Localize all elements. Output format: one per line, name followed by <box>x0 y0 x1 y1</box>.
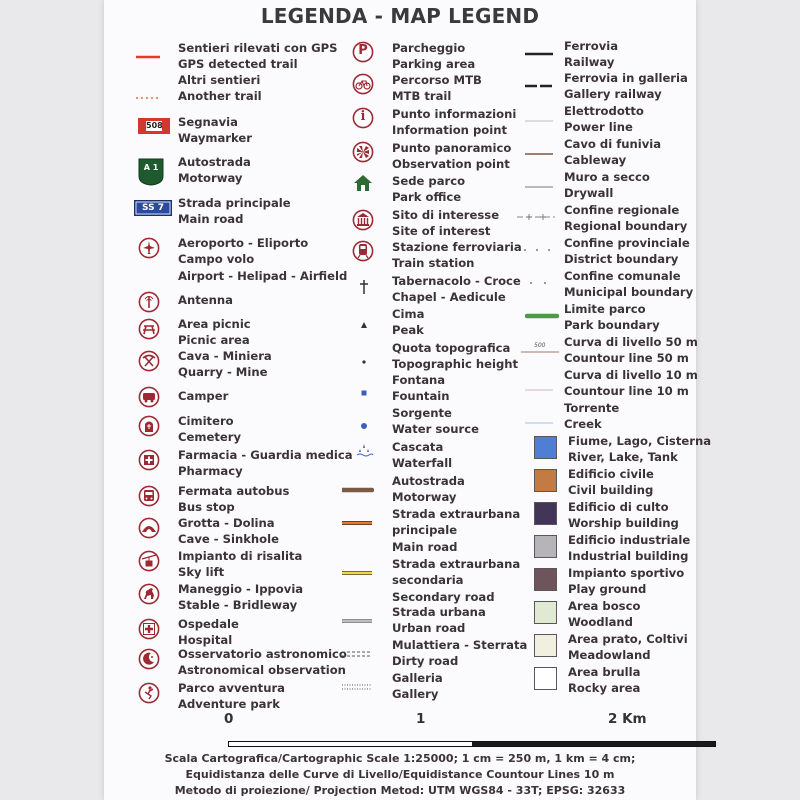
bus-icon <box>138 485 160 507</box>
col2-waterfall-label-1: Cascata <box>392 440 444 454</box>
park-boundary-line-icon <box>525 305 559 313</box>
col2-parking-label-1: Parcheggio <box>392 41 466 55</box>
scale-label-0: 0 <box>224 711 234 727</box>
col1-skilift-label-1: Impianto di risalita <box>178 549 303 563</box>
col2-train-label-2: Train station <box>392 256 475 271</box>
col3-power-label-2: Power line <box>564 120 633 135</box>
col2-height-label-1: Quota topografica <box>392 341 511 355</box>
swatches-worship-label-1: Edificio di culto <box>568 500 669 514</box>
dirt-road-line-icon <box>342 643 374 651</box>
col2-secondaria-label-2: secondaria <box>392 573 464 588</box>
tombstone-icon <box>138 415 160 437</box>
col3-power-label-1: Elettrodotto <box>564 104 644 118</box>
legend-title: LEGENDA - MAP LEGEND <box>260 4 540 28</box>
col1-adventure-label-2: Adventure park <box>178 697 280 712</box>
col3-drywall-label-1: Muro a secco <box>564 170 650 184</box>
col2-interest-label-1: Sito di interesse <box>392 208 500 222</box>
swatches-rocky-label-1: Area brulla <box>568 665 641 679</box>
airplane-icon <box>138 237 160 259</box>
col2-parkoffice-label-1: Sede parco <box>392 174 466 188</box>
col2-fountain-label-2: Fountain <box>392 389 450 404</box>
col1-waymarker-label-1: Segnavia <box>178 115 238 129</box>
col2-info-label-2: Information point <box>392 123 508 138</box>
urban-road-line-icon <box>342 610 374 618</box>
swatches-water-label-1: Fiume, Lago, Cisterna <box>568 434 712 448</box>
col3-gallery-rail-label-2: Gallery railway <box>564 87 662 102</box>
swatches-meadow-label-1: Area prato, Coltivi <box>568 632 688 646</box>
swatches-civil-label-2: Civil building <box>568 483 654 498</box>
horse-icon <box>138 583 160 605</box>
col1-observatory-label-2: Astronomical observation <box>178 663 346 678</box>
gallery-railway-line-icon <box>525 74 555 80</box>
col3-park-label-1: Limite parco <box>564 302 646 316</box>
col2-spring-label-1: Sorgente <box>392 406 452 420</box>
col1-mainroad-label-1: Strada principale <box>178 196 291 210</box>
col1-pharmacy-label-2: Pharmacy <box>178 464 243 479</box>
info-glyph: i <box>360 109 366 124</box>
col1-cave-label-1: Grotta - Dolina <box>178 516 275 530</box>
fountain-icon <box>360 382 368 390</box>
col3-contour10-label-2: Countour line 10 m <box>564 384 689 399</box>
contour-50-tag: 500 <box>534 342 546 349</box>
col1-stable-label-1: Maneggio - Ippovia <box>178 582 304 596</box>
col3-drywall-label-2: Drywall <box>564 186 614 201</box>
parking-icon <box>352 41 374 63</box>
camper-icon <box>138 386 160 408</box>
swatches-sport-label-2: Play ground <box>568 582 647 597</box>
col3-provincial-label-2: District boundary <box>564 252 679 267</box>
col2-gallery-label-2: Gallery <box>392 687 439 702</box>
main-road-sign-icon <box>134 200 172 216</box>
ski-lift-icon <box>138 550 160 572</box>
col2-fountain-label-1: Fontana <box>392 373 446 387</box>
col2-dirt-label-2: Dirty road <box>392 654 459 669</box>
col1-stable-label-2: Stable - Bridleway <box>178 598 298 613</box>
col1-other-label-2: Another trail <box>178 89 262 104</box>
other-trail-line-icon <box>136 86 162 92</box>
waterfall-icon <box>354 441 374 461</box>
col3-park-label-2: Park boundary <box>564 318 660 333</box>
col2-mtb-label-2: MTB trail <box>392 89 452 104</box>
col1-camper-label-1: Camper <box>178 389 229 403</box>
scale-label-1: 1 <box>416 711 426 727</box>
col2-secondaria-label-3: Secondary road <box>392 589 495 604</box>
col1-antenna-label-1: Antenna <box>178 293 233 307</box>
col1-pharmacy-label-1: Farmacia - Guardia medica <box>178 448 353 462</box>
col1-bus-label-2: Bus stop <box>178 500 235 515</box>
col3-creek-label-2: Creek <box>564 417 602 432</box>
col3-contour10-label-1: Curva di livello 10 m <box>564 368 698 382</box>
col2-urban-label-2: Urban road <box>392 621 466 636</box>
motorway-shield-icon <box>136 156 166 186</box>
col1-airport-label-1: Aeroporto - Eliporto <box>178 236 309 250</box>
col1-bus-label-1: Fermata autobus <box>178 484 290 498</box>
swatch-meadow <box>534 634 557 657</box>
col2-peak-label-2: Peak <box>392 323 424 338</box>
contour-10-line-icon <box>525 377 555 381</box>
cross-icon <box>358 279 370 295</box>
secondary-road-line-icon <box>342 562 374 570</box>
waymarker-badge-text: 508 <box>146 121 163 130</box>
col2-parkoffice-label-2: Park office <box>392 190 462 205</box>
col2-interest-label-2: Site of interest <box>392 224 491 239</box>
col1-quarry-label-1: Cava - Miniera <box>178 349 272 363</box>
col2-dirt-label-1: Mulattiera - Sterrata <box>392 638 528 652</box>
col1-waymarker-label-2: Waymarker <box>178 131 253 146</box>
info-icon <box>352 107 374 129</box>
col1-gps-label-1: Sentieri rilevati con GPS <box>178 41 338 55</box>
col3-cable-label-2: Cableway <box>564 153 627 168</box>
swatch-industrial <box>534 535 557 558</box>
parking-glyph: P <box>358 43 368 58</box>
col3-contour50a-label-1: Curva di livello 50 m <box>564 335 698 349</box>
col3-regional-label-2: Regional boundary <box>564 219 688 234</box>
swatch-wood <box>534 601 557 624</box>
pharmacy-cross-icon <box>138 449 160 471</box>
col3-regional-label-1: Confine regionale <box>564 203 680 217</box>
swatches-civil-label-1: Edificio civile <box>568 467 654 481</box>
col1-hospital-label-1: Ospedale <box>178 617 239 631</box>
spring-icon <box>360 415 368 423</box>
col2-principale-label-1: Strada extraurbana <box>392 507 521 521</box>
cableway-line-icon <box>525 141 555 145</box>
footer-equidistance: Equidistanza delle Curve di Livello/Equidistance Countour Lines 10 m <box>185 768 615 781</box>
swatch-sport <box>534 568 557 591</box>
col3-railway-label-1: Ferrovia <box>564 39 619 53</box>
train-icon <box>352 240 374 262</box>
scale-bar <box>228 741 716 747</box>
swatches-sport-label-1: Impianto sportivo <box>568 566 685 580</box>
motorway-line-icon <box>342 479 374 487</box>
swatch-civil <box>534 469 557 492</box>
col2-chapel-label-2: Chapel - Aedicule <box>392 290 506 305</box>
col1-picnic-label-1: Area picnic <box>178 317 251 331</box>
col1-hospital-label-2: Hospital <box>178 633 233 648</box>
col3-municipal-label-2: Municipal boundary <box>564 285 694 300</box>
col2-chapel-label-1: Tabernacolo - Croce <box>392 274 521 288</box>
contour-50-line-icon <box>521 342 561 352</box>
swatches-industrial-label-1: Edificio industriale <box>568 533 691 547</box>
railway-line-icon <box>525 42 555 48</box>
swatch-water <box>534 436 557 459</box>
pickaxe-icon <box>138 350 160 372</box>
col3-creek-label-1: Torrente <box>564 401 620 415</box>
col2-parking-label-2: Parking area <box>392 57 476 72</box>
col1-cemetery-label-1: Cimitero <box>178 414 234 428</box>
col3-railway-label-2: Railway <box>564 55 615 70</box>
gps-trail-line-icon <box>136 45 162 51</box>
footer-scale: Scala Cartografica/Cartographic Scale 1:25000; 1 cm = 250 m, 1 km = 4 cm; <box>164 752 636 765</box>
footer-projection: Metodo di proiezione/ Projection Metod: UTM WGS84 - 33T; EPSG: 32633 <box>174 784 626 797</box>
col2-info-label-1: Punto informazioni <box>392 107 517 121</box>
col1-skilift-label-2: Sky lift <box>178 565 225 580</box>
col1-quarry-label-2: Quarry - Mine <box>178 365 268 380</box>
col2-principale-label-3: Main road <box>392 539 458 554</box>
col2-spring-label-2: Water source <box>392 422 479 437</box>
drywall-line-icon <box>525 174 555 178</box>
power-line-icon <box>525 108 555 112</box>
col1-gps-label-2: GPS detected trail <box>178 57 298 72</box>
col1-mainroad-label-2: Main road <box>178 212 244 227</box>
col3-gallery-rail-label-1: Ferrovia in galleria <box>564 71 688 85</box>
col2-principale-label-2: principale <box>392 523 458 538</box>
cave-icon <box>138 517 160 539</box>
col2-motorway-line-label-1: Autostrada <box>392 474 465 488</box>
picnic-table-icon <box>138 318 160 340</box>
climber-icon <box>138 682 160 704</box>
col2-panorama-label-2: Observation point <box>392 157 510 172</box>
col3-municipal-label-1: Confine comunale <box>564 269 681 283</box>
col2-gallery-label-1: Galleria <box>392 671 443 685</box>
swatch-worship <box>534 502 557 525</box>
swatches-worship-label-2: Worship building <box>568 516 679 531</box>
swatches-rocky-label-2: Rocky area <box>568 681 641 696</box>
bicycle-icon <box>352 73 374 95</box>
main-road-badge-text: SS 7 <box>142 203 164 213</box>
col1-observatory-label-1: Osservatorio astronomico <box>178 647 347 661</box>
municipal-boundary-line-icon <box>521 273 557 283</box>
col1-motorway-label-1: Autostrada <box>178 155 251 169</box>
legend-card <box>104 0 712 800</box>
swatch-rocky <box>534 667 557 690</box>
col3-cable-label-1: Cavo di funivia <box>564 137 662 151</box>
hospital-cross-icon <box>138 618 160 640</box>
col2-mtb-label-1: Percorso MTB <box>392 73 482 87</box>
col2-panorama-label-1: Punto panoramico <box>392 141 512 155</box>
col1-airport-label-2: Campo volo <box>178 252 255 267</box>
col1-adventure-label-1: Parco avventura <box>178 681 285 695</box>
col1-motorway-label-2: Motorway <box>178 171 243 186</box>
motorway-badge-text: A 1 <box>143 163 159 172</box>
house-icon <box>353 174 373 192</box>
col3-contour50a-label-2: Countour line 50 m <box>564 351 689 366</box>
provincial-boundary-line-icon <box>521 240 557 250</box>
swatches-industrial-label-2: Industrial building <box>568 549 689 564</box>
col2-waterfall-label-2: Waterfall <box>392 456 453 471</box>
peak-triangle-icon <box>360 314 368 322</box>
swatches-wood-label-2: Woodland <box>568 615 633 630</box>
panorama-icon <box>352 141 374 163</box>
col2-height-label-2: Topographic height <box>392 357 519 372</box>
col1-cemetery-label-2: Cemetery <box>178 430 241 445</box>
scale-label-2: 2 Km <box>608 711 647 727</box>
main-road-line-icon <box>342 512 374 520</box>
swatches-wood-label-1: Area bosco <box>568 599 641 613</box>
swatches-meadow-label-2: Meadowland <box>568 648 651 663</box>
antenna-icon <box>138 291 160 313</box>
waymarker-icon <box>138 118 170 134</box>
col1-cave-label-2: Cave - Sinkhole <box>178 532 279 547</box>
col2-urban-label-1: Strada urbana <box>392 605 486 619</box>
moon-star-icon <box>138 648 160 670</box>
swatches-water-label-2: River, Lake, Tank <box>568 450 678 465</box>
col3-provincial-label-1: Confine provinciale <box>564 236 690 250</box>
regional-boundary-line-icon <box>517 207 557 217</box>
col2-secondaria-label-1: Strada extraurbana <box>392 557 521 571</box>
col1-airport-label-3: Airport - Helipad - Airfield <box>178 268 348 283</box>
col2-peak-label-1: Cima <box>392 307 425 321</box>
creek-line-icon <box>525 410 555 414</box>
col2-motorway-line-label-2: Motorway <box>392 490 457 505</box>
col2-train-label-1: Stazione ferroviaria <box>392 240 522 254</box>
col1-other-label-1: Altri sentieri <box>178 73 261 87</box>
topographic-dot-icon <box>361 350 367 356</box>
gallery-line-icon <box>342 676 374 684</box>
col1-picnic-label-2: Picnic area <box>178 333 250 348</box>
temple-icon <box>352 209 374 231</box>
